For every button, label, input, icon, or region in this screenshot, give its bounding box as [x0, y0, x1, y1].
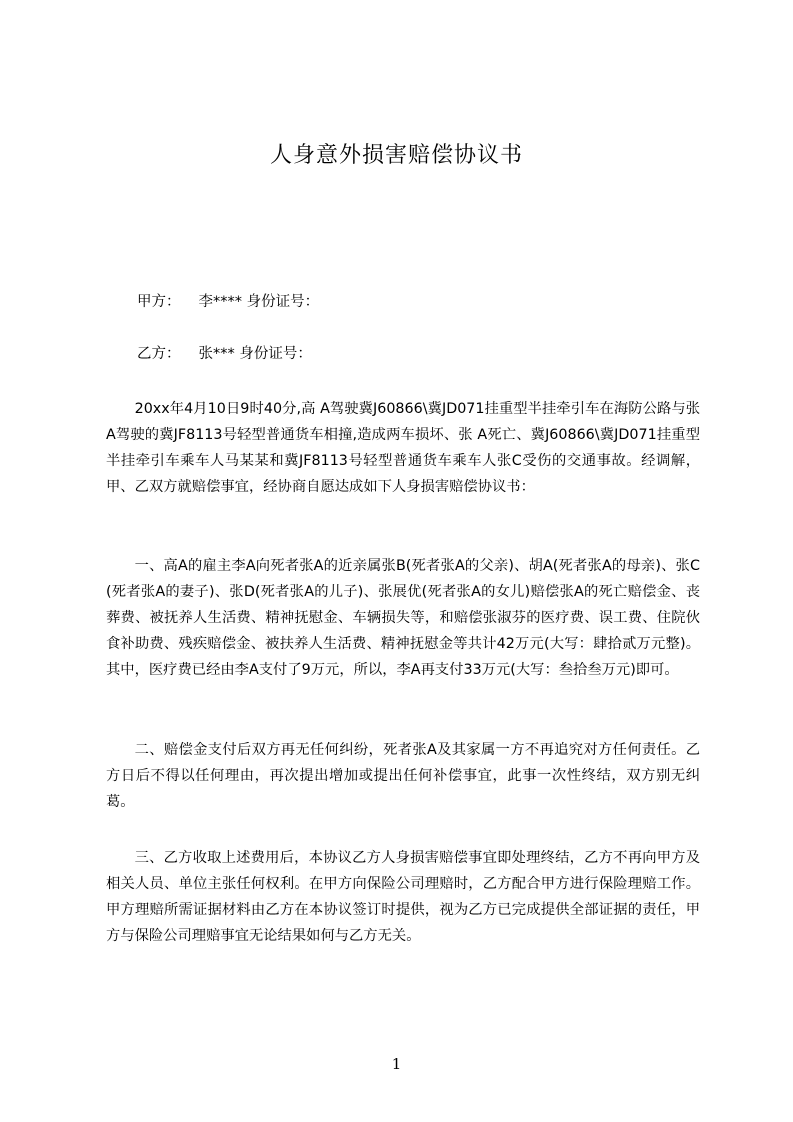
clause-two-paragraph: 二、赔偿金支付后双方再无任何纠纷，死者张A及其家属一方不再追究对方任何责任。乙方日后不得以任何理由，再次提出增加或提出任何补偿事宜，此事一次性终结，双方别无纠葛。 — [106, 742, 700, 810]
document-title: 人身意外损害赔偿协议书 — [269, 143, 523, 168]
accident-paragraph: 20xx年4月10日9时40分,高 A驾驶冀J60866\冀JD071挂重型半挂牵引车在海防公路与张A驾驶的冀JF8113号轻型普通货车相撞,造成两车损坏、张 A死亡、冀J60866\冀JD071挂重型半挂牵引车乘车人马某某和冀JF8113号轻型普通货车乘车人张C受伤的交通事故。经调解，甲、乙双方就赔偿事宜，经协商自愿达成如下人身损害赔偿协议书： — [106, 401, 700, 495]
clause-one-paragraph: 一、高A的雇主李A向死者张A的近亲属张B(死者张A的父亲)、胡A(死者张A的母亲)、张C(死者张A的妻子)、张D(死者张A的儿子)、张展优(死者张A的女儿)赔偿张A的死亡赔偿金、丧葬费、被抚养人生活费、精神抚慰金、车辆损失等，和赔偿张淑芬的医疗费、误工费、住院伙食补助费、残疾赔偿金、被扶养人生活费、精神抚慰金等共计42万元(大写：肆拾贰万元整)。其中，医疗费已经由李A支付了9万元，所以，李A再支付33万元(大写：叁拾叁万元)即可。 — [106, 558, 700, 678]
party-b-line — [137, 343, 312, 365]
clause-one-block — [106, 553, 700, 683]
party-a-label: 甲方： — [137, 294, 181, 310]
page-number: 1 — [391, 1055, 402, 1073]
party-a-name: 李**** — [198, 294, 242, 310]
party-b-label: 乙方： — [137, 346, 181, 362]
party-b-name: 张*** — [198, 346, 235, 362]
clause-three-paragraph: 三、乙方收取上述费用后，本协议乙方人身损害赔偿事宜即处理终结，乙方不再向甲方及相关人员、单位主张任何权利。在甲方向保险公司理赔时，乙方配合甲方进行保险理赔工作。甲方理赔所需证据材料由乙方在本协议签订时提供，视为乙方已完成提供全部证据的责任，甲方与保险公司理赔事宜无论结果如何与乙方无关。 — [106, 850, 700, 944]
clause-two-block — [106, 737, 700, 815]
party-a-id-label: 身份证号： — [246, 294, 320, 310]
party-b-id-label: 身份证号： — [239, 346, 312, 362]
accident-paragraph-block — [106, 396, 700, 500]
clause-three-block — [106, 845, 700, 949]
party-a-line — [137, 291, 319, 313]
